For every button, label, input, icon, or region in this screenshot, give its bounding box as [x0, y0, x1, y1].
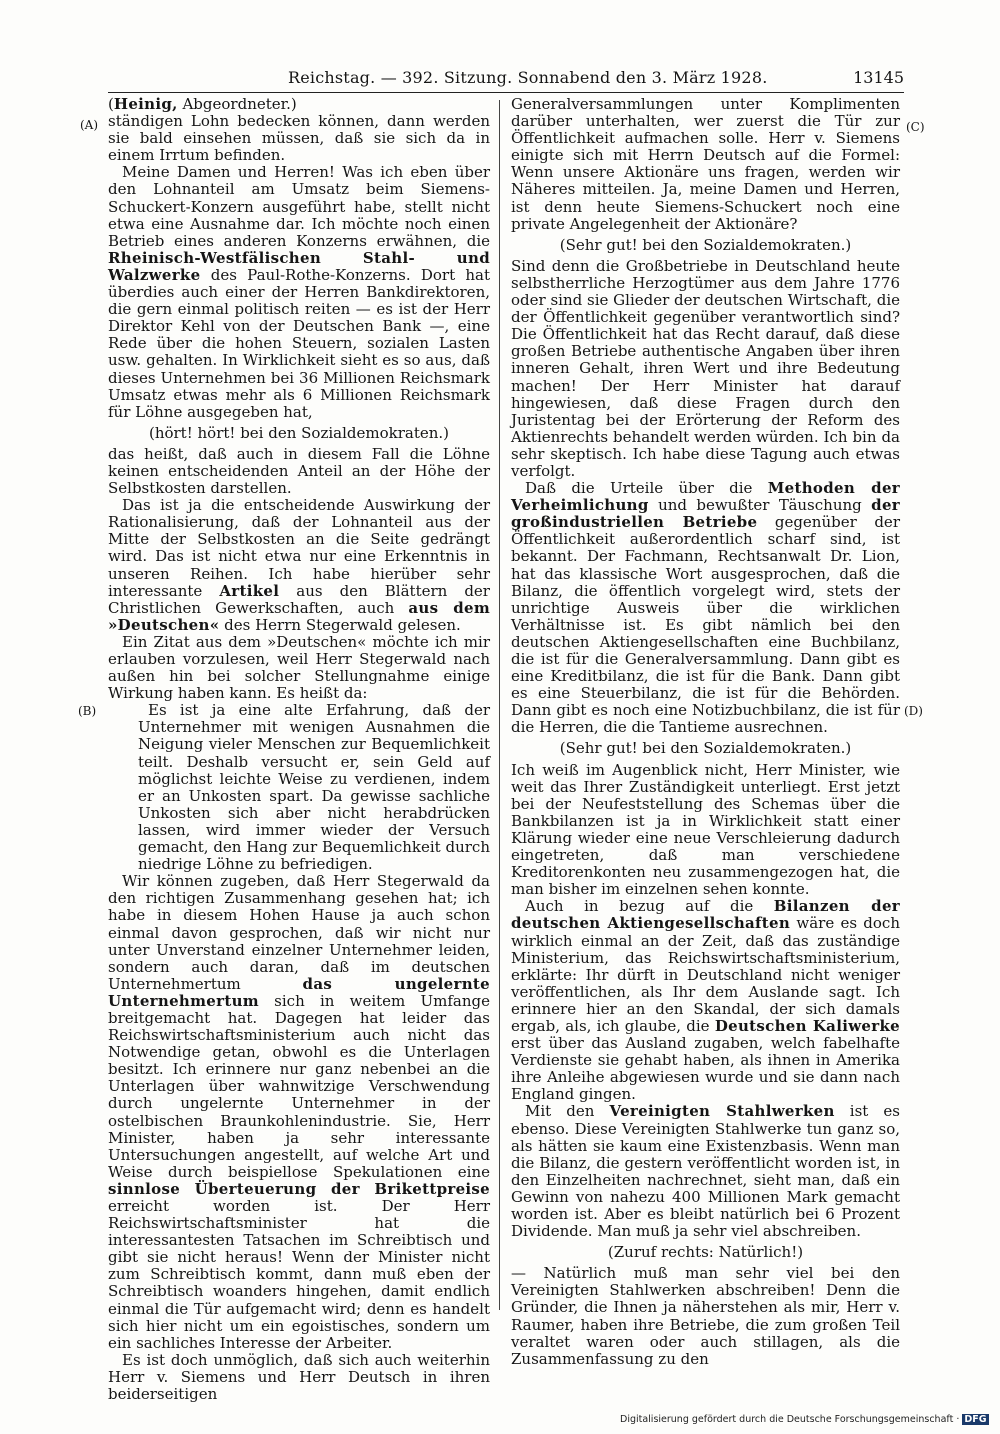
speaker-line: (Heinig, Abgeordneter.) — [108, 95, 297, 113]
page-header — [108, 66, 904, 90]
paragraph: Daß die Urteile über die Methoden der Verheimlichung und bewußter Täuschung der großindustriellen Betriebe gegenüber der Öffentlichkeit außerordentlich scharf sind, ist bekannt. Der Fachmann, Rechtsanwalt Dr. Lion, hat das klassische Wort ausgesprochen, daß die Bilanz, die öffentlich vorgelegt wird, stets der unrichtige Ausweis über die wirklichen Verhältnisse ist. Es gibt nämlich bei den deutschen Aktiengesellschaften eine Buchbilanz, die ist für die Generalversammlung. Dann gibt es eine Kreditbilanz, die ist für die Bank. Dann gibt es eine Steuerbilanz, die ist für die Behörden. Dann gibt es noch eine Notizbuchbilanz, die ist für die Herren, die die Tantieme ausrechnen. — [511, 479, 900, 737]
paragraph: Meine Damen und Herren! Was ich eben über den Lohnanteil am Umsatz beim Siemens-Schuckert-Konzern ausgeführt habe, stellt nicht etwa eine Ausnahme dar. Ich möchte noch einen Betrieb eines anderen Konzerns erwähnen, die Rheinisch-Westfälischen Stahl- und Walzwerke des Paul-Rothe-Konzerns. Dort hat überdies auch einer der Herren Bankdirektoren, die gern einmal politisch reiten — es ist der Herr Direktor Kehl von der Deutschen Bank —, eine Rede über die hohen Steuern, sozialen Lasten usw. gehalten. In Wirklichkeit sieht es so aus, daß dieses Unternehmen bei 36 Millionen Reichsmark Umsatz etwas mehr als 6 Millionen Reichsmark für Löhne ausgegeben hat, — [108, 163, 490, 421]
paragraph: Generalversammlungen unter Komplimenten darüber unterhalten, wer zuerst die Tür zur Öffentlichkeit aufmachen solle. Herr v. Siemens einigte sich mit Herrn Deutsch auf die Formel: Wenn unsere Aktionäre uns fragen, werden wir Näheres mitteilen. Ja, meine Damen und Herren, ist denn heute Siemens-Schuckert noch eine private Angelegenheit der Aktionäre? — [511, 95, 900, 233]
paragraph: Auch in bezug auf die Bilanzen der deutschen Aktiengesellschaften wäre es doch wirklich einmal an der Zeit, daß das zuständige Ministerium, das Reichswirtschaftsministerium, erklärte: Ihr dürft in Deutschland nicht weniger veröffentlichen, als Ihr dem Auslande sagt. Ich erinnere hier an den Skandal, der sich damals ergab, als, ich glaube, die Deutschen Kaliwerke erst über das Ausland zugaben, welch fabelhafte Verdienste sie gehabt haben, als ihnen in Amerika ihre Anleihe abgewiesen wurde und sie dann nach England gingen. — [511, 897, 900, 1104]
digitization-credit: Digitalisierung gefördert durch die Deutsche Forschungsgemeinschaft · DFG — [620, 1414, 987, 1425]
paragraph: — Natürlich muß man sehr viel bei den Vereinigten Stahlwerken abschreiben! Denn die Gründer, die Ihnen ja näherstehen als mir, Herr v. Raumer, haben ihre Betriebe, die zum großen Teil veraltet waren oder auch stillagen, als die Zusammenfassung zu den — [511, 1264, 900, 1368]
margin-marker-b: (B) — [78, 704, 97, 718]
margin-marker-a: (A) — [80, 118, 99, 132]
credit-text: Digitalisierung gefördert durch die Deutsche Forschungsgemeinschaft — [620, 1414, 954, 1425]
interjection: (hört! hört! bei den Sozialdemokraten.) — [148, 423, 450, 442]
running-title: Reichstag. — 392. Sitzung. Sonnabend den 3. März 1928. — [288, 68, 768, 87]
paragraph: Wir können zugeben, daß Herr Stegerwald da den richtigen Zusammenhang gesehen hat; ich habe in diesem Hohen Hause ja auch schon einmal davon gesprochen, daß wir nicht nur unter Unverstand einzelner Unternehmer leiden, sondern auch daran, daß im deutschen Unternehmertum das ungelernte Unternehmertum sich in weitem Umfange breitgemacht hat. Dagegen hat leider das Reichswirtschaftsministerium auch nicht das Notwendige getan, obwohl es die Unterlagen besitzt. Ich erinnere nur ganz nebenbei an die Unterlagen über wahnwitzige Verschwendung durch ungelernte Unternehmer in der ostelbischen Braunkohlenindustrie. Sie, Herr Minister, haben ja sehr interessante Untersuchungen angestellt, auf welche Art und Weise durch beispiellose Spekulationen eine sinnlose Überteuerung der Brikettpreise erreicht worden ist. Der Herr Reichswirtschaftsminister hat die interessantesten Tatsachen im Schreibtisch und gibt sie nicht heraus! Wenn der Minister nicht zum Schreibtisch kommt, dann muß eben der Schreibtisch woanders hingehen, damit endlich einmal die Tür aufgemacht wird; denn es handelt sich hier nicht um ein egoistisches, sondern um ein sachliches Interesse der Arbeiter. — [108, 872, 490, 1352]
interjection: (Zuruf rechts: Natürlich!) — [607, 1243, 804, 1262]
paragraph: ständigen Lohn bedecken können, dann werden sie bald einsehen müssen, daß sie sich da in einem Irrtum befinden. — [108, 112, 490, 165]
page-number: 13145 — [853, 68, 904, 87]
block-quote: Es ist ja eine alte Erfahrung, daß der Unternehmer mit wenigen Ausnahmen die Neigung vieler Menschen zur Bequemlichkeit teilt. Deshalb versucht er, sein Geld auf möglichst leichte Weise zu verdienen, indem er an Unkosten spart. Da gewisse sachliche Unkosten sich aber nicht herabdrücken lassen, wird immer wieder der Versuch gemacht, den Hang zur Bequemlichkeit durch niedrige Löhne zu befriedigen. — [138, 701, 490, 874]
speaker-name: Heinig, — [113, 95, 178, 113]
paragraph: Ich weiß im Augenblick nicht, Herr Minister, wie weit das Ihrer Zuständigkeit unterliegt. Erst jetzt bei der Neufeststellung des Schemas über die Bankbilanzen ist ja in Wirklichkeit statt einer Klärung wieder eine neue Verschleierung dadurch eingetreten, daß man verschiedene Kreditorenkonten neu zusammengezogen hat, die man bisher im einzelnen sehen konnte. — [511, 760, 900, 899]
paragraph: Das ist ja die entscheidende Auswirkung der Rationalisierung, daß der Lohnanteil aus der Mitte der Selbstkosten an die Seite gedrängt wird. Das ist nicht etwa nur eine Erkenntnis in unseren Reihen. Ich habe hierüber sehr interessante Artikel aus den Blättern der Christlichen Gewerkschaften, auch aus dem »Deutschen« des Herrn Stegerwald gelesen. — [108, 496, 491, 634]
margin-marker-c: (C) — [906, 120, 925, 134]
header-rule — [108, 92, 904, 93]
interjection: (Sehr gut! bei den Sozialdemokraten.) — [559, 739, 852, 758]
paragraph: Sind denn die Großbetriebe in Deutschland heute selbstherrliche Herzogtümer aus dem Jahre 1776 oder sind sie Glieder der deutschen Wirtschaft, die der Öffentlichkeit gegenüber verantwortlich sind? Die Öffentlichkeit hat das Recht darauf, daß diese großen Betriebe authentische Angaben über ihren inneren Gehalt, ihren Wert und ihre Bedeutung machen! Der Herr Minister hat darauf hingewiesen, daß diese Fragen durch den Juristentag bei der Erörterung der Reform des Aktienrechts behandelt werden würden. Ich bin da sehr skeptisch. Ich habe diese Tagung auch etwas verfolgt. — [511, 256, 900, 480]
right-column — [511, 96, 900, 1368]
dfg-logo: DFG — [964, 1414, 987, 1425]
left-column — [108, 96, 490, 1403]
paragraph: Es ist doch unmöglich, daß sich auch weiterhin Herr v. Siemens und Herr Deutsch in ihren beiderseitigen — [108, 1350, 490, 1404]
interjection: (Sehr gut! bei den Sozialdemokraten.) — [559, 235, 852, 254]
column-divider — [499, 100, 500, 1310]
paragraph: Mit den Vereinigten Stahlwerken ist es ebenso. Diese Vereinigten Stahlwerke tun ganz so, als hätten sie kaum eine Existenzbasis. Wenn man die Bilanz, die gestern veröffentlicht worden ist, in den Einzelheiten nachrechnet, sieht man, daß ein Gewinn von nahezu 400 Millionen Mark gemacht worden ist. Aber es bleibt natürlich bei 6 Prozent Dividende. Man muß ja sehr viel abschreiben. — [511, 1102, 900, 1241]
paragraph: das heißt, daß auch in diesem Fall die Löhne keinen entscheidenden Anteil an der Höhe der Selbstkosten darstellen. — [108, 444, 490, 498]
paragraph: Ein Zitat aus dem »Deutschen« möchte ich mir erlauben vorzulesen, weil Herr Stegerwald nach außen hin bei solcher Stellungnahme einige Wirkung haben kann. Es heißt da: — [108, 632, 490, 703]
margin-marker-d: (D) — [904, 704, 923, 718]
